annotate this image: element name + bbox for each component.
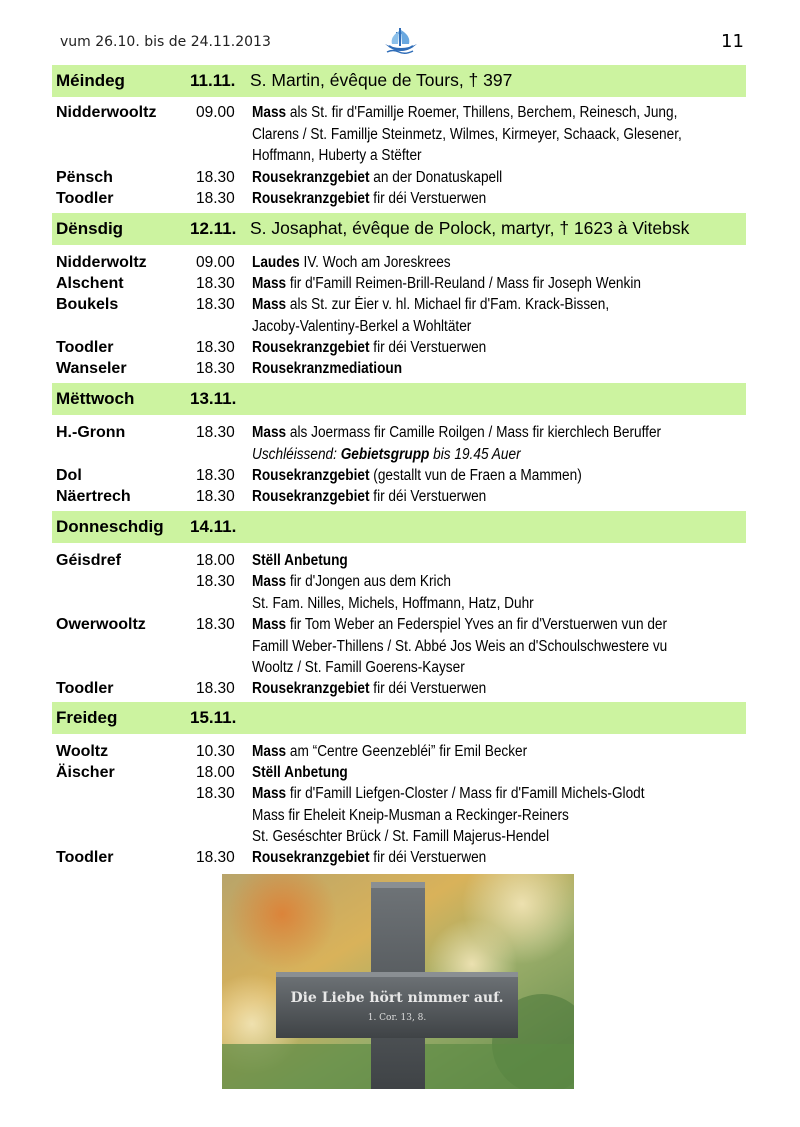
- line: St. Geséschter Brück / St. Famill Majerus-Hendel: [252, 828, 550, 845]
- keyword: Laudes: [252, 254, 300, 271]
- day-name: Dënsdig: [56, 219, 124, 238]
- page-header: [0, 0, 800, 62]
- place-name: Nidderwooltz: [56, 104, 157, 121]
- place-name: Dol: [56, 467, 82, 484]
- time: 18.30: [196, 275, 235, 292]
- line: am “Centre Geenzebléi” fir Emil Becker: [286, 743, 528, 760]
- line: Clarens / St. Famillje Steinmetz, Wilmes, Kirmeyer, Schaack, Glesener,: [252, 125, 682, 143]
- description: [252, 614, 683, 679]
- place-name: Alschent: [56, 275, 124, 292]
- time: 09.00: [196, 254, 235, 271]
- time: 18.30: [196, 573, 235, 590]
- keyword: Mass: [252, 104, 287, 121]
- line: fir Tom Weber an Federspiel Yves an fir d'Verstuerwen vun der: [286, 616, 668, 633]
- place-name: Géisdref: [56, 552, 121, 569]
- description: [252, 465, 683, 487]
- description: [252, 294, 683, 337]
- line: (gestallt vun de Fraen a Mammen): [369, 467, 582, 484]
- church-boat-logo-icon: [383, 24, 419, 58]
- line: fir déi Verstuerwen: [369, 680, 487, 697]
- date-range: vum 26.10. bis de 24.11.2013: [60, 34, 271, 50]
- time: 18.30: [196, 616, 235, 633]
- page-number: 11: [721, 31, 744, 52]
- time: 18.30: [196, 424, 235, 441]
- line: fir déi Verstuerwen: [369, 339, 487, 356]
- place-name: Toodler: [56, 190, 114, 207]
- description: [252, 167, 683, 189]
- keyword: Rousekranzgebiet: [252, 169, 370, 186]
- line: als St. zur Éier v. hl. Michael fir d'Fam. Krack-Bissen,: [286, 296, 610, 313]
- description: [252, 550, 683, 572]
- keyword: Rousekranzgebiet: [252, 339, 370, 356]
- line: Jacoby-Valentiny-Berkel a Wohltäter: [252, 317, 472, 335]
- keyword: Rousekranzgebiet: [252, 190, 370, 207]
- description: [252, 337, 683, 359]
- place-name: Nidderwoltz: [56, 254, 147, 271]
- day-date: 11.11.: [190, 71, 236, 90]
- description: [252, 762, 683, 784]
- day-header-mettwoch: [52, 383, 746, 415]
- keyword: Mass: [252, 573, 287, 590]
- time: 09.00: [196, 104, 235, 121]
- description: [252, 422, 683, 465]
- description: [252, 102, 683, 167]
- keyword: Rousekranzgebiet: [252, 849, 370, 866]
- keyword: Rousekranzgebiet: [252, 488, 370, 505]
- day-header-donneschdig: [52, 511, 746, 543]
- description: [252, 273, 683, 295]
- description: [252, 358, 683, 380]
- day-header-freideg: [52, 702, 746, 734]
- line: St. Fam. Nilles, Michels, Hoffmann, Hatz, Duhr: [252, 594, 534, 612]
- time: 18.30: [196, 296, 235, 313]
- description: [252, 783, 683, 848]
- time: 18.30: [196, 467, 235, 484]
- time: 18.30: [196, 785, 235, 802]
- place-name: Pënsch: [56, 169, 113, 186]
- line: fir déi Verstuerwen: [369, 849, 487, 866]
- line: bis 19.45 Auer: [429, 445, 521, 463]
- keyword: Mass: [252, 743, 287, 760]
- day-header-meindeg: [52, 65, 746, 97]
- time: 18.00: [196, 764, 235, 781]
- line: IV. Woch am Joreskrees: [299, 254, 451, 271]
- time: 10.30: [196, 743, 235, 760]
- keyword: Mass: [252, 275, 287, 292]
- cross-photo: [222, 874, 574, 1089]
- line: als St. fir d'Famillje Roemer, Thillens, Berchem, Reinesch, Jung,: [286, 104, 678, 121]
- place-name: Wooltz: [56, 743, 109, 760]
- day-date: 15.11.: [190, 708, 237, 727]
- line: Uschléissend:: [252, 445, 341, 463]
- time: 18.30: [196, 169, 235, 186]
- time: 18.30: [196, 680, 235, 697]
- line: Mass fir Eheleit Kneip-Musman a Reckinger-Reiners: [252, 806, 569, 824]
- line: fir déi Verstuerwen: [369, 488, 487, 505]
- keyword: Rousekranzmediatioun: [252, 360, 403, 377]
- place-name: Toodler: [56, 849, 114, 866]
- description: [252, 571, 683, 614]
- keyword: Mass: [252, 785, 287, 802]
- day-name: Mëttwoch: [56, 389, 135, 408]
- line: fir d'Jongen aus dem Krich: [286, 573, 451, 590]
- day-header-densdig: [52, 213, 746, 245]
- description: [252, 847, 683, 869]
- line: fir d'Famill Liefgen-Closter / Mass fir d'Famill Michels-Glodt: [286, 785, 645, 802]
- place-name: Toodler: [56, 680, 114, 697]
- cross-inscription-reference: 1. Cor. 13, 8.: [367, 1013, 427, 1023]
- line: Hoffmann, Huberty a Stëfter: [252, 147, 422, 164]
- description: [252, 741, 683, 763]
- line: fir d'Famill Reimen-Brill-Reuland / Mass fir Joseph Wenkin: [286, 275, 641, 292]
- time: 18.00: [196, 552, 235, 569]
- day-name: Donneschdig: [56, 517, 164, 536]
- description: [252, 252, 683, 274]
- place-name: Boukels: [56, 296, 119, 313]
- time: 18.30: [196, 488, 235, 505]
- cross-inscription: Die Liebe hört nimmer auf.: [290, 990, 504, 1006]
- day-name: Méindeg: [56, 71, 125, 90]
- place-name: Äischer: [56, 764, 115, 781]
- line: Wooltz / St. Famill Goerens-Kayser: [252, 659, 465, 676]
- time: 18.30: [196, 360, 235, 377]
- keyword: Rousekranzgebiet: [252, 467, 370, 484]
- time: 18.30: [196, 190, 235, 207]
- day-saint: S. Martin, évêque de Tours, † 397: [250, 70, 513, 90]
- day-saint: S. Josaphat, évêque de Polock, martyr, † 1623 à Vitebsk: [250, 218, 690, 238]
- line: an der Donatuskapell: [369, 169, 503, 186]
- day-date: 13.11.: [190, 389, 237, 408]
- place-name: Näertrech: [56, 488, 131, 505]
- keyword: Rousekranzgebiet: [252, 680, 370, 697]
- day-date: 14.11.: [190, 517, 237, 536]
- place-name: H.-Gronn: [56, 424, 126, 441]
- line: fir déi Verstuerwen: [369, 190, 487, 207]
- description: [252, 188, 683, 210]
- time: 18.30: [196, 849, 235, 866]
- time: 18.30: [196, 339, 235, 356]
- keyword: Gebietsgrupp: [340, 445, 430, 463]
- keyword: Stëll Anbetung: [252, 552, 348, 569]
- place-name: Toodler: [56, 339, 114, 356]
- day-name: Freideg: [56, 708, 118, 727]
- place-name: Owerwooltz: [56, 616, 146, 633]
- description: [252, 486, 683, 508]
- line: Famill Weber-Thillens / St. Abbé Jos Weis an d'Schoulschwestere vu: [252, 637, 668, 655]
- keyword: Stëll Anbetung: [252, 764, 348, 781]
- place-name: Wanseler: [56, 360, 127, 377]
- keyword: Mass: [252, 296, 287, 313]
- keyword: Mass: [252, 616, 287, 633]
- line: als Joermass fir Camille Roilgen / Mass fir kierchlech Beruffer: [286, 424, 662, 441]
- keyword: Mass: [252, 424, 287, 441]
- day-date: 12.11.: [190, 219, 237, 238]
- description: [252, 678, 683, 700]
